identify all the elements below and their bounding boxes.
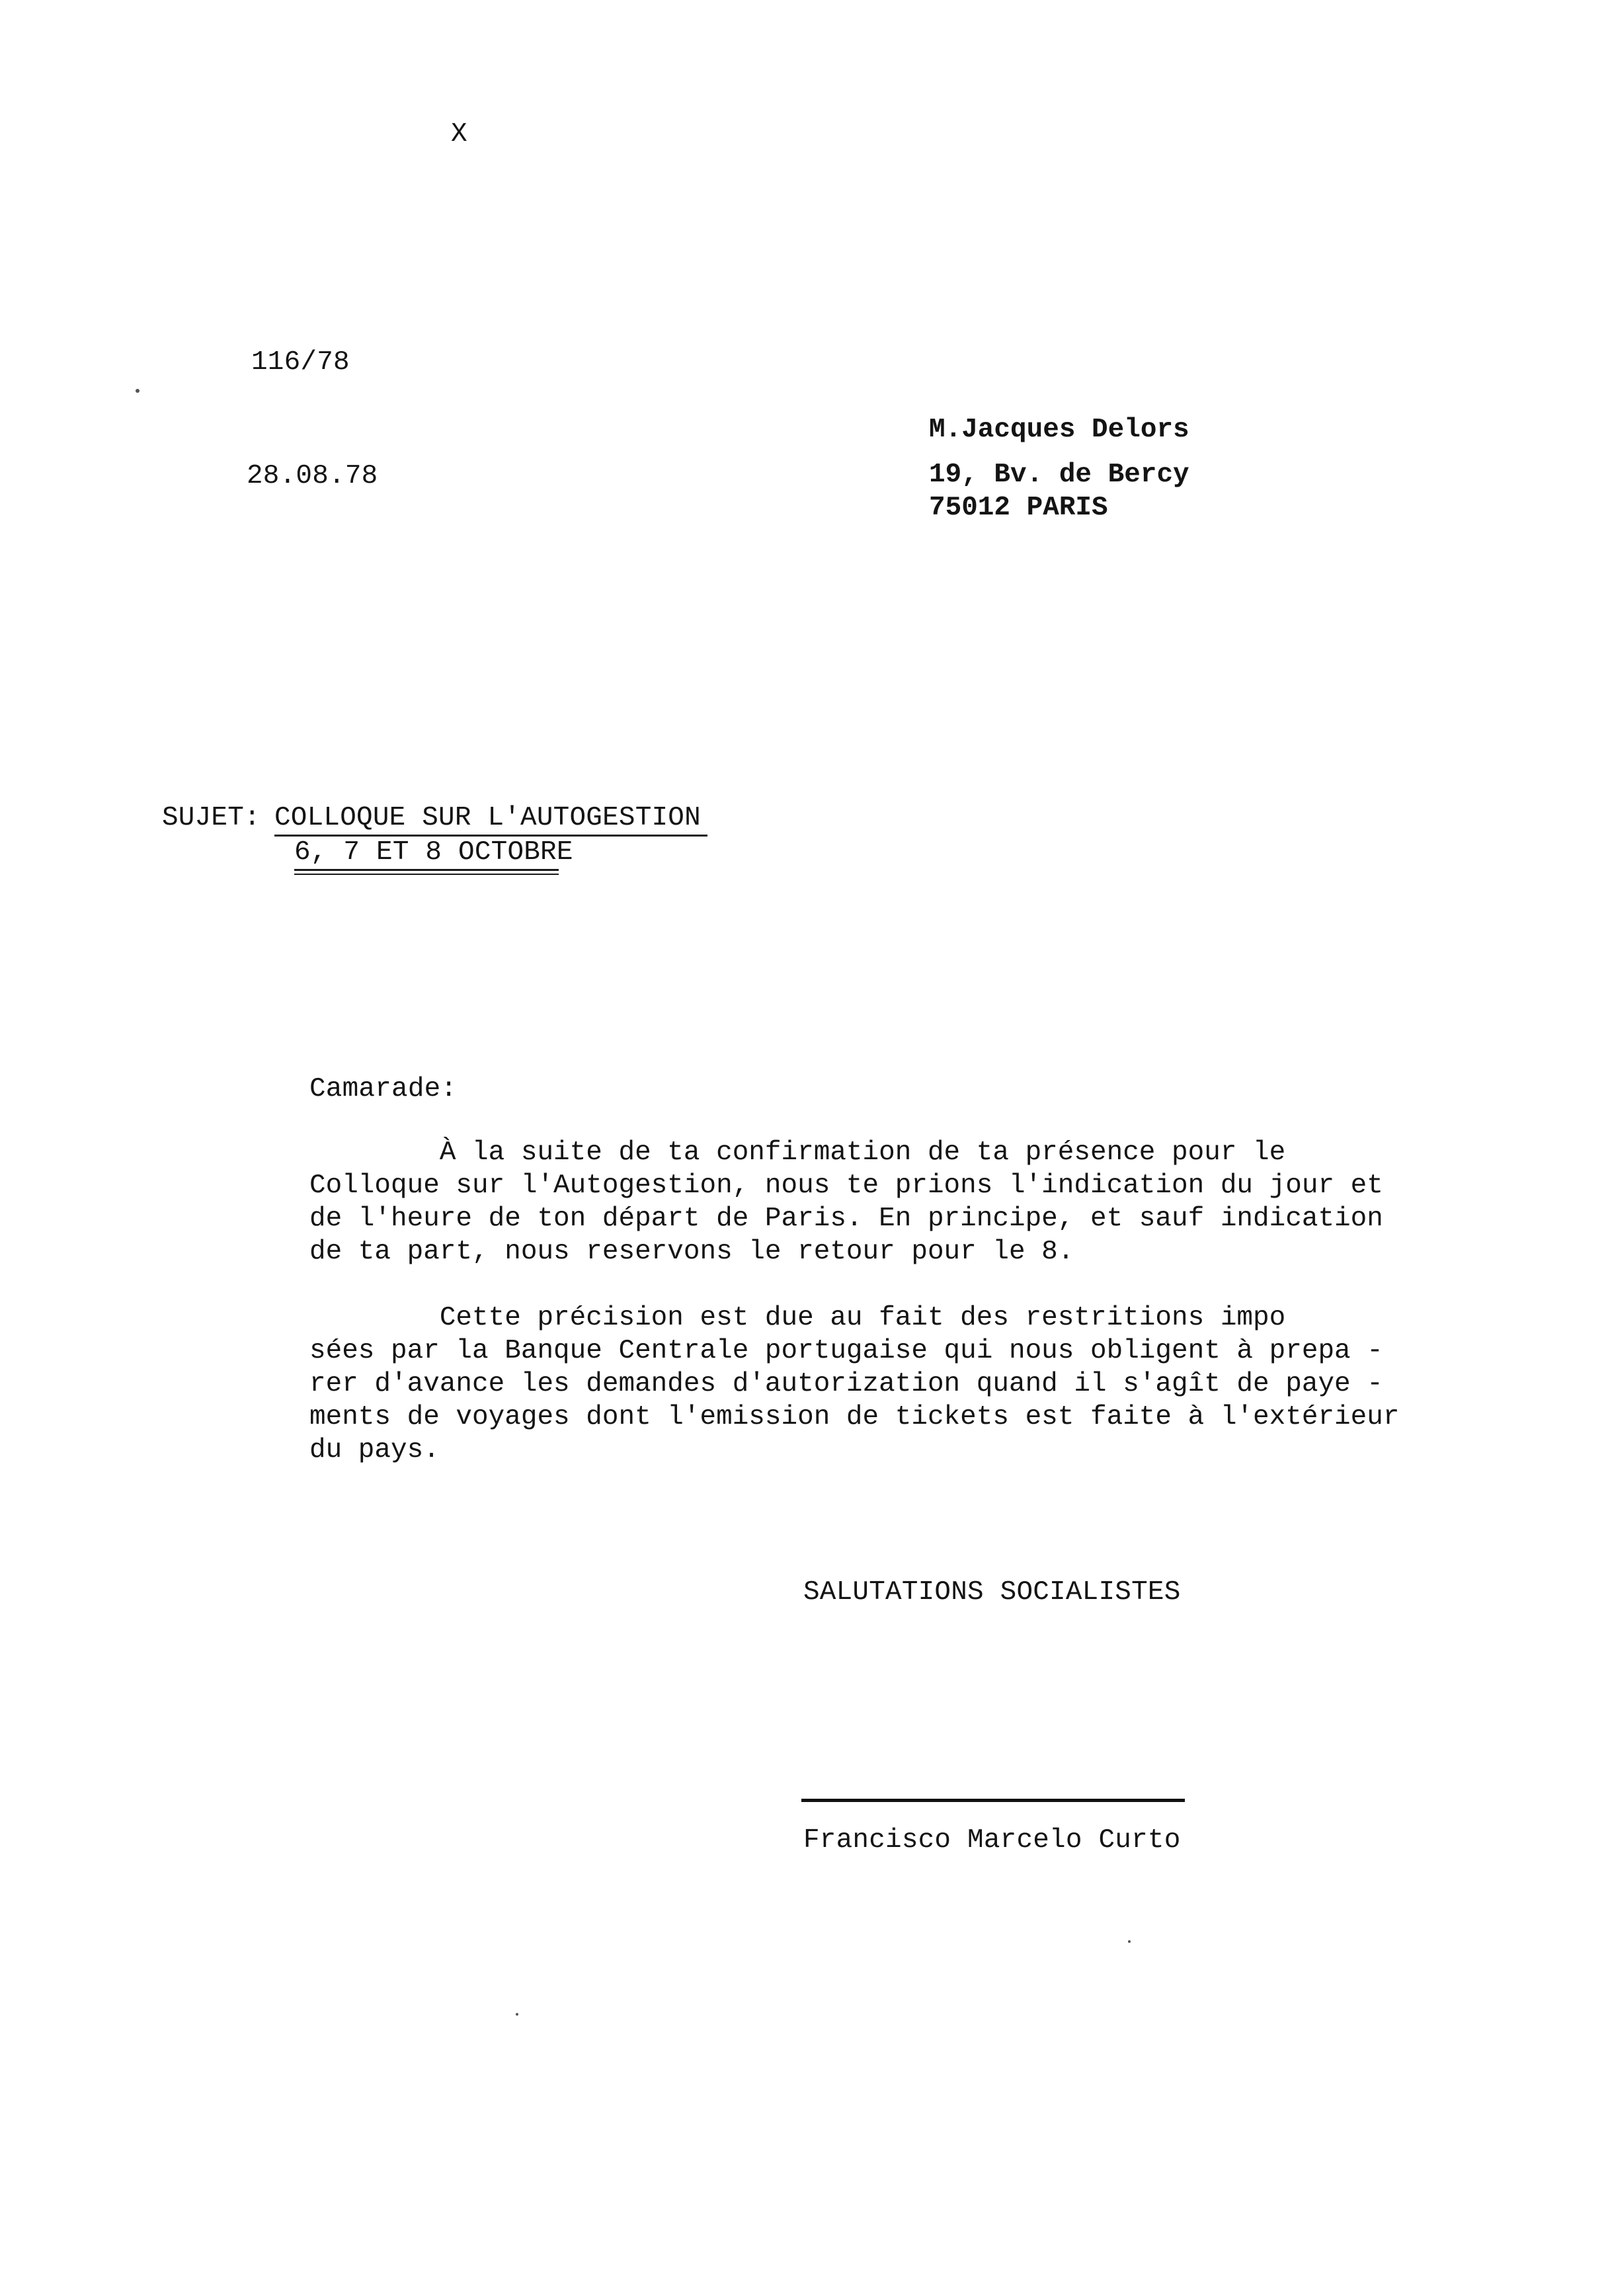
subject-double-underline xyxy=(294,874,559,875)
file-mark: X xyxy=(451,119,467,149)
subject-label: SUJET: xyxy=(162,803,261,833)
scan-speck xyxy=(516,2013,518,2016)
paragraph-line: Cette précision est due au fait des restritions impo xyxy=(309,1303,1286,1333)
signer-name: Francisco Marcelo Curto xyxy=(803,1825,1181,1856)
recipient-street: 19, Bv. de Bercy xyxy=(929,460,1189,490)
scan-speck xyxy=(136,389,140,393)
signature-line xyxy=(801,1799,1185,1802)
paragraph-line: du pays. xyxy=(309,1435,440,1465)
recipient-city: 75012 PARIS xyxy=(929,493,1108,523)
paragraph-line: de l'heure de ton départ de Paris. En principe, et sauf indication xyxy=(309,1204,1383,1234)
paragraph-line: sées par la Banque Centrale portugaise qui nous obligent à prepa - xyxy=(309,1336,1383,1366)
subject-underline-2 xyxy=(294,869,559,871)
scan-speck xyxy=(1128,1940,1131,1943)
salutation: Camarade: xyxy=(309,1074,458,1104)
recipient-name: M.Jacques Delors xyxy=(929,415,1189,445)
subject-line-2: 6, 7 ET 8 OCTOBRE xyxy=(294,837,573,868)
paragraph-line: À la suite de ta confirmation de ta présence pour le xyxy=(309,1137,1286,1168)
reference-number: 116/78 xyxy=(251,347,350,378)
subject-line-1: COLLOQUE SUR L'AUTOGESTION xyxy=(274,803,701,833)
body-paragraph-2 xyxy=(309,1301,1473,1467)
paragraph-line: rer d'avance les demandes d'autorization quand il s'agît de paye - xyxy=(309,1369,1383,1399)
paragraph-line: de ta part, nous reservons le retour pour le 8. xyxy=(309,1237,1074,1267)
closing-formula: SALUTATIONS SOCIALISTES xyxy=(803,1577,1181,1608)
paragraph-line: Colloque sur l'Autogestion, nous te prions l'indication du jour et xyxy=(309,1170,1383,1201)
body-paragraph-1 xyxy=(309,1136,1473,1268)
letter-date: 28.08.78 xyxy=(247,461,378,491)
recipient-address xyxy=(929,413,1189,524)
paragraph-line: ments de voyages dont l'emission de tickets est faite à l'extérieur xyxy=(309,1402,1400,1432)
